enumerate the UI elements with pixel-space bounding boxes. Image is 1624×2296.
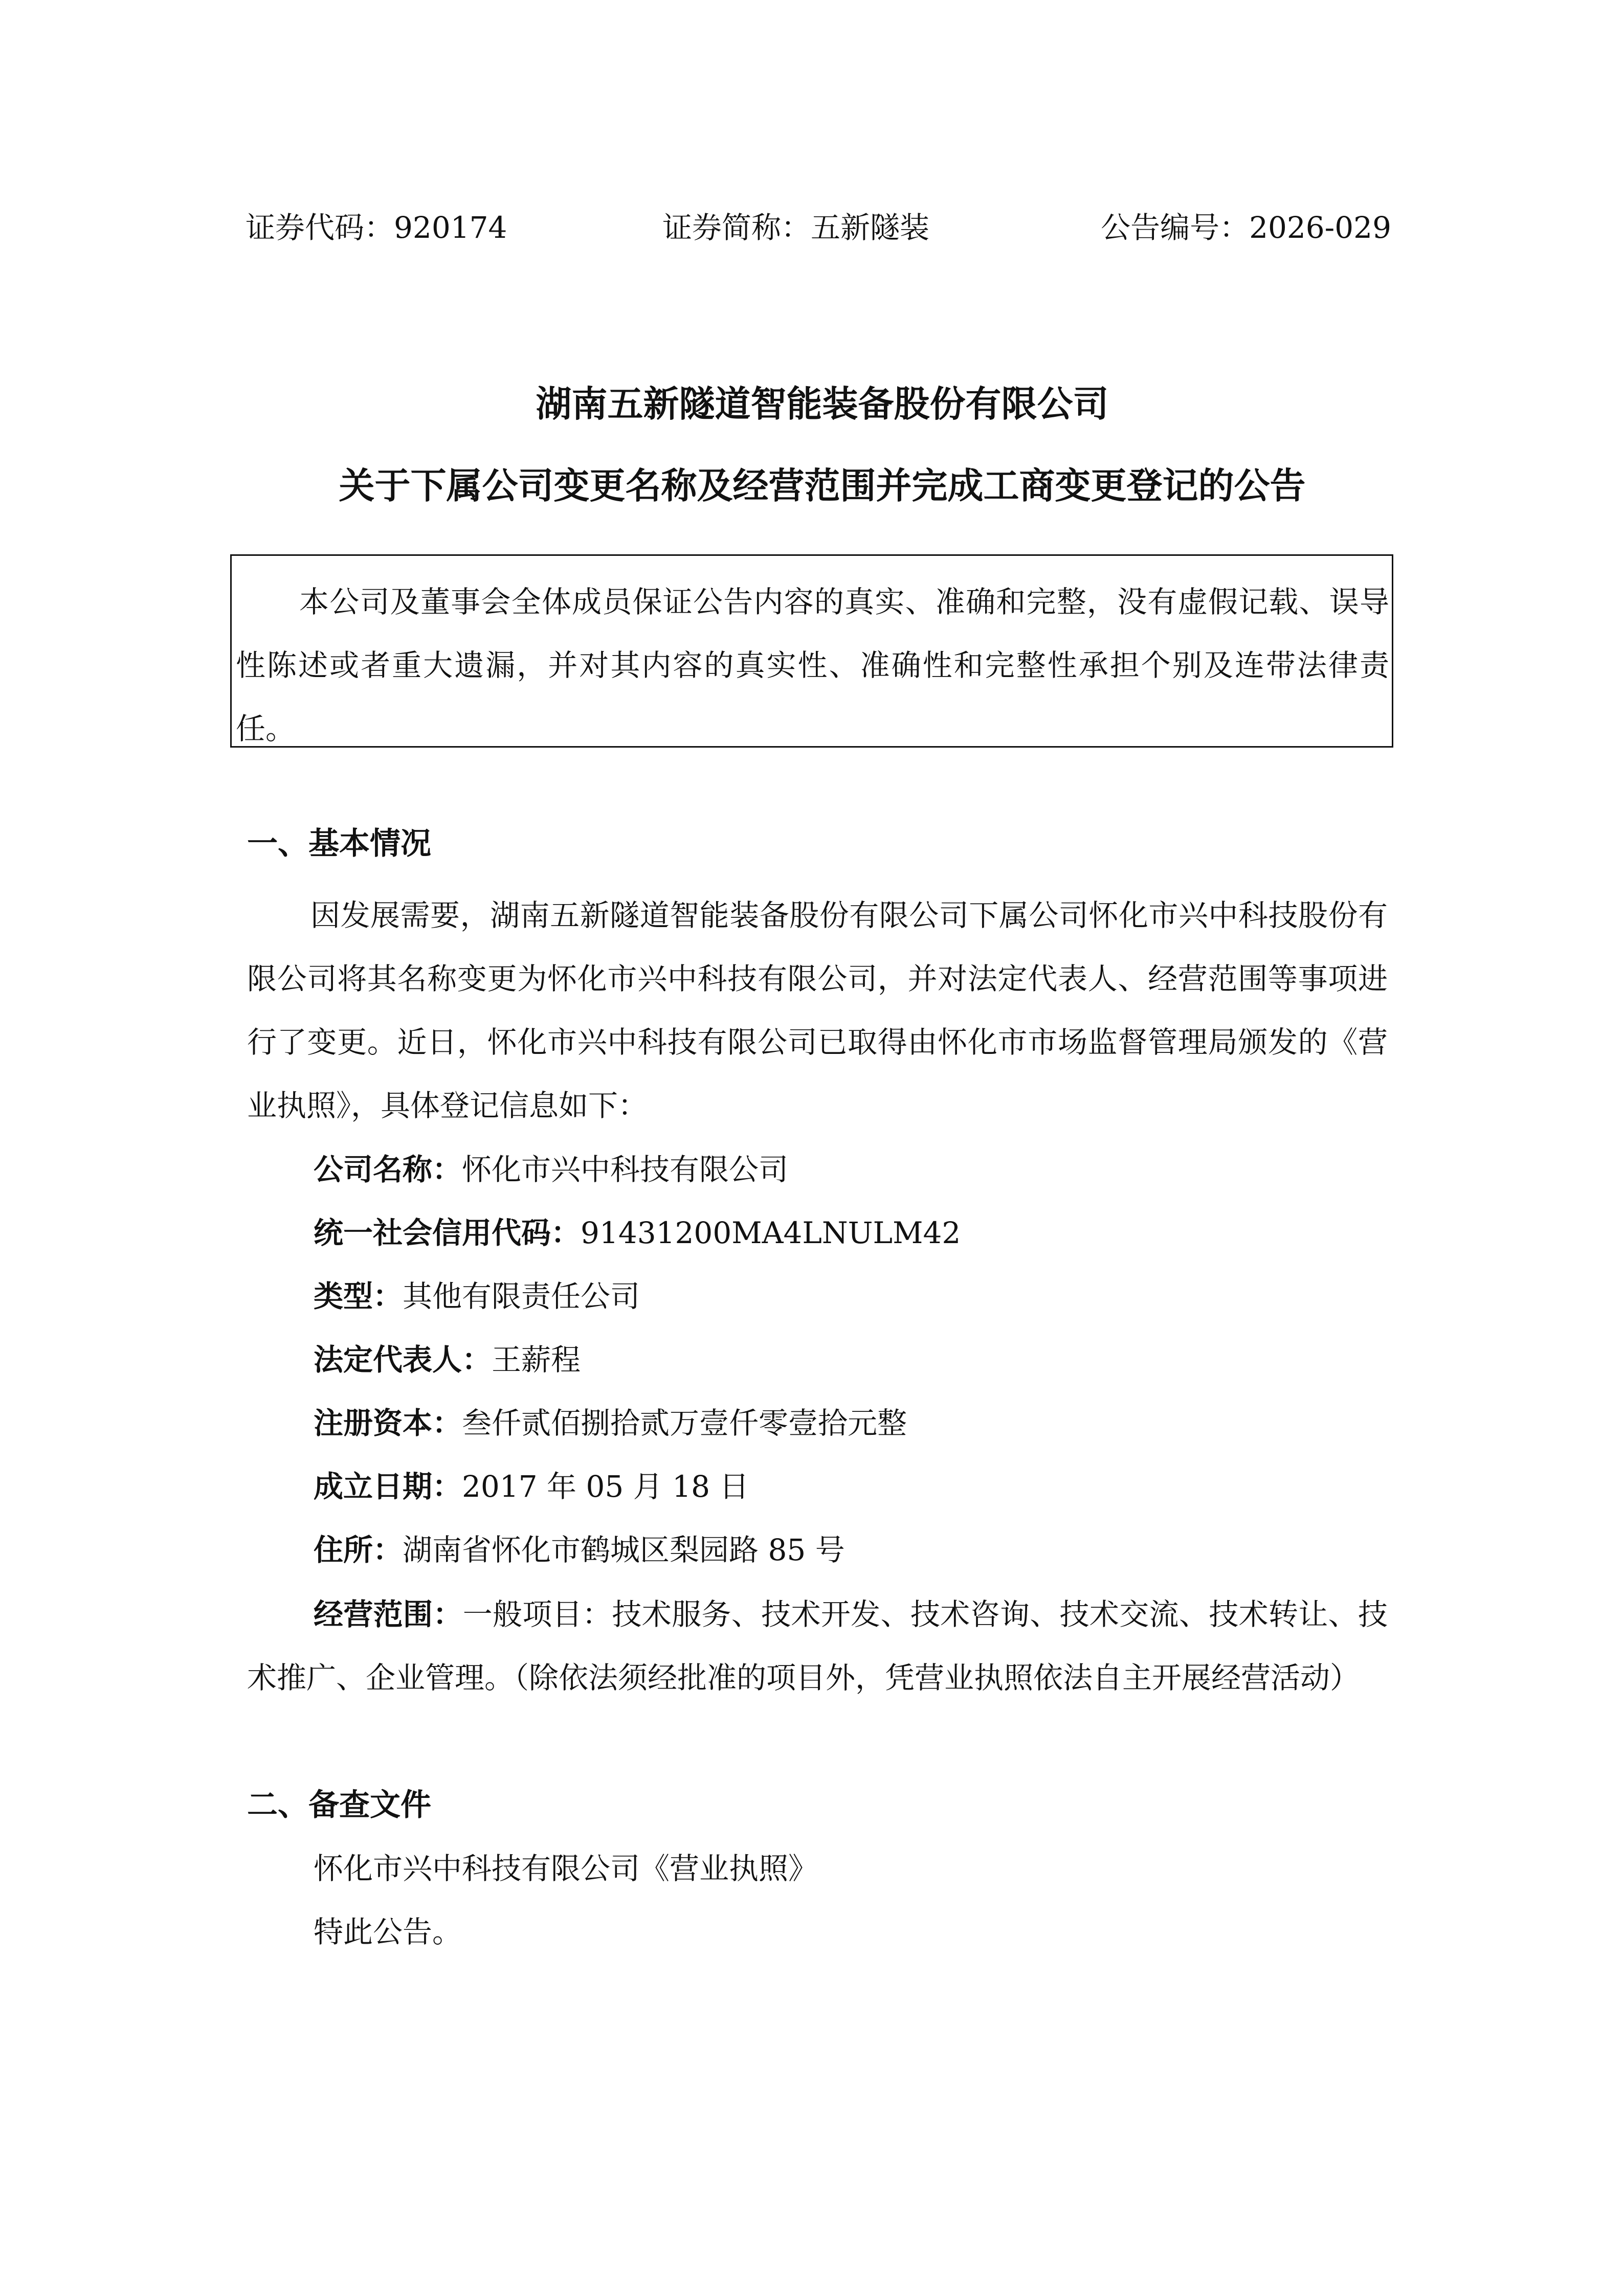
announcement-number (1101, 207, 1391, 248)
security-code (246, 207, 507, 248)
field-label: 公司名称： (314, 1152, 462, 1187)
disclaimer-text: 本公司及董事会全体成员保证公告内容的真实、准确和完整，没有虚假记载、误导性陈述或者重大遗漏，并对其内容的真实性、准确性和完整性承担个别及连带法律责任。 (236, 584, 1389, 746)
field-label: 经营范围： (314, 1597, 463, 1632)
announcement-header (246, 207, 1391, 248)
security-abbr-value: 五新隧装 (811, 210, 930, 245)
section-basic-info-paragraph-block (247, 884, 1388, 1137)
field-company-type (314, 1271, 640, 1322)
security-code-value: 920174 (394, 210, 507, 245)
security-code-label: 证券代码： (246, 210, 394, 245)
field-label: 法定代表人： (314, 1342, 492, 1377)
field-value: 一般项目：技术服务、技术开发、技术咨询、技术交流、技术转让、技术推广、企业管理。（除依法须经批准的项目外，凭营业执照依法自主开展经营活动） (247, 1597, 1388, 1695)
security-abbreviation (662, 207, 929, 248)
field-label: 住所： (314, 1533, 403, 1567)
announcement-number-value: 2026-029 (1249, 210, 1391, 245)
basic-info-paragraph: 因发展需要，湖南五新隧道智能装备股份有限公司下属公司怀化市兴中科技股份有限公司将其名称变更为怀化市兴中科技有限公司，并对法定代表人、经营范围等事项进行了变更。近日，怀化市兴中科技有限公司已取得由怀化市市场监督管理局颁发的《营业执照》，具体登记信息如下： (247, 898, 1388, 1123)
field-value: 91431200MA4LNULM42 (581, 1215, 961, 1250)
field-establishment-date (314, 1461, 749, 1512)
field-address (314, 1524, 845, 1575)
field-registered-capital (314, 1398, 907, 1449)
closing-statement: 特此公告。 (314, 1915, 462, 1949)
field-company-name (314, 1144, 788, 1195)
section-heading-reference-documents: 二、备查文件 (247, 1787, 431, 1823)
field-value: 其他有限责任公司 (403, 1279, 640, 1314)
security-abbr-label: 证券简称： (662, 210, 811, 245)
field-label: 统一社会信用代码： (314, 1215, 581, 1250)
section-heading-basic-info: 一、基本情况 (247, 826, 431, 862)
disclaimer-box (230, 554, 1393, 748)
field-value: 叁仟贰佰捌拾贰万壹仟零壹拾元整 (462, 1406, 907, 1440)
field-legal-representative (314, 1334, 581, 1385)
field-label: 类型： (314, 1279, 403, 1314)
field-value: 湖南省怀化市鹤城区梨园路 85 号 (403, 1533, 845, 1567)
field-credit-code (314, 1207, 961, 1258)
field-value: 王薪程 (492, 1342, 581, 1377)
field-business-scope (247, 1583, 1388, 1709)
field-label: 成立日期： (314, 1469, 462, 1504)
announcement-number-label: 公告编号： (1101, 210, 1250, 245)
field-label: 注册资本： (314, 1406, 462, 1440)
reference-document-item: 怀化市兴中科技有限公司《营业执照》 (314, 1851, 818, 1886)
company-title: 湖南五新隧道智能装备股份有限公司 (536, 383, 1109, 425)
announcement-subject-title: 关于下属公司变更名称及经营范围并完成工商变更登记的公告 (339, 465, 1306, 507)
field-value: 怀化市兴中科技有限公司 (462, 1152, 789, 1187)
field-value: 2017 年 05 月 18 日 (462, 1469, 749, 1504)
